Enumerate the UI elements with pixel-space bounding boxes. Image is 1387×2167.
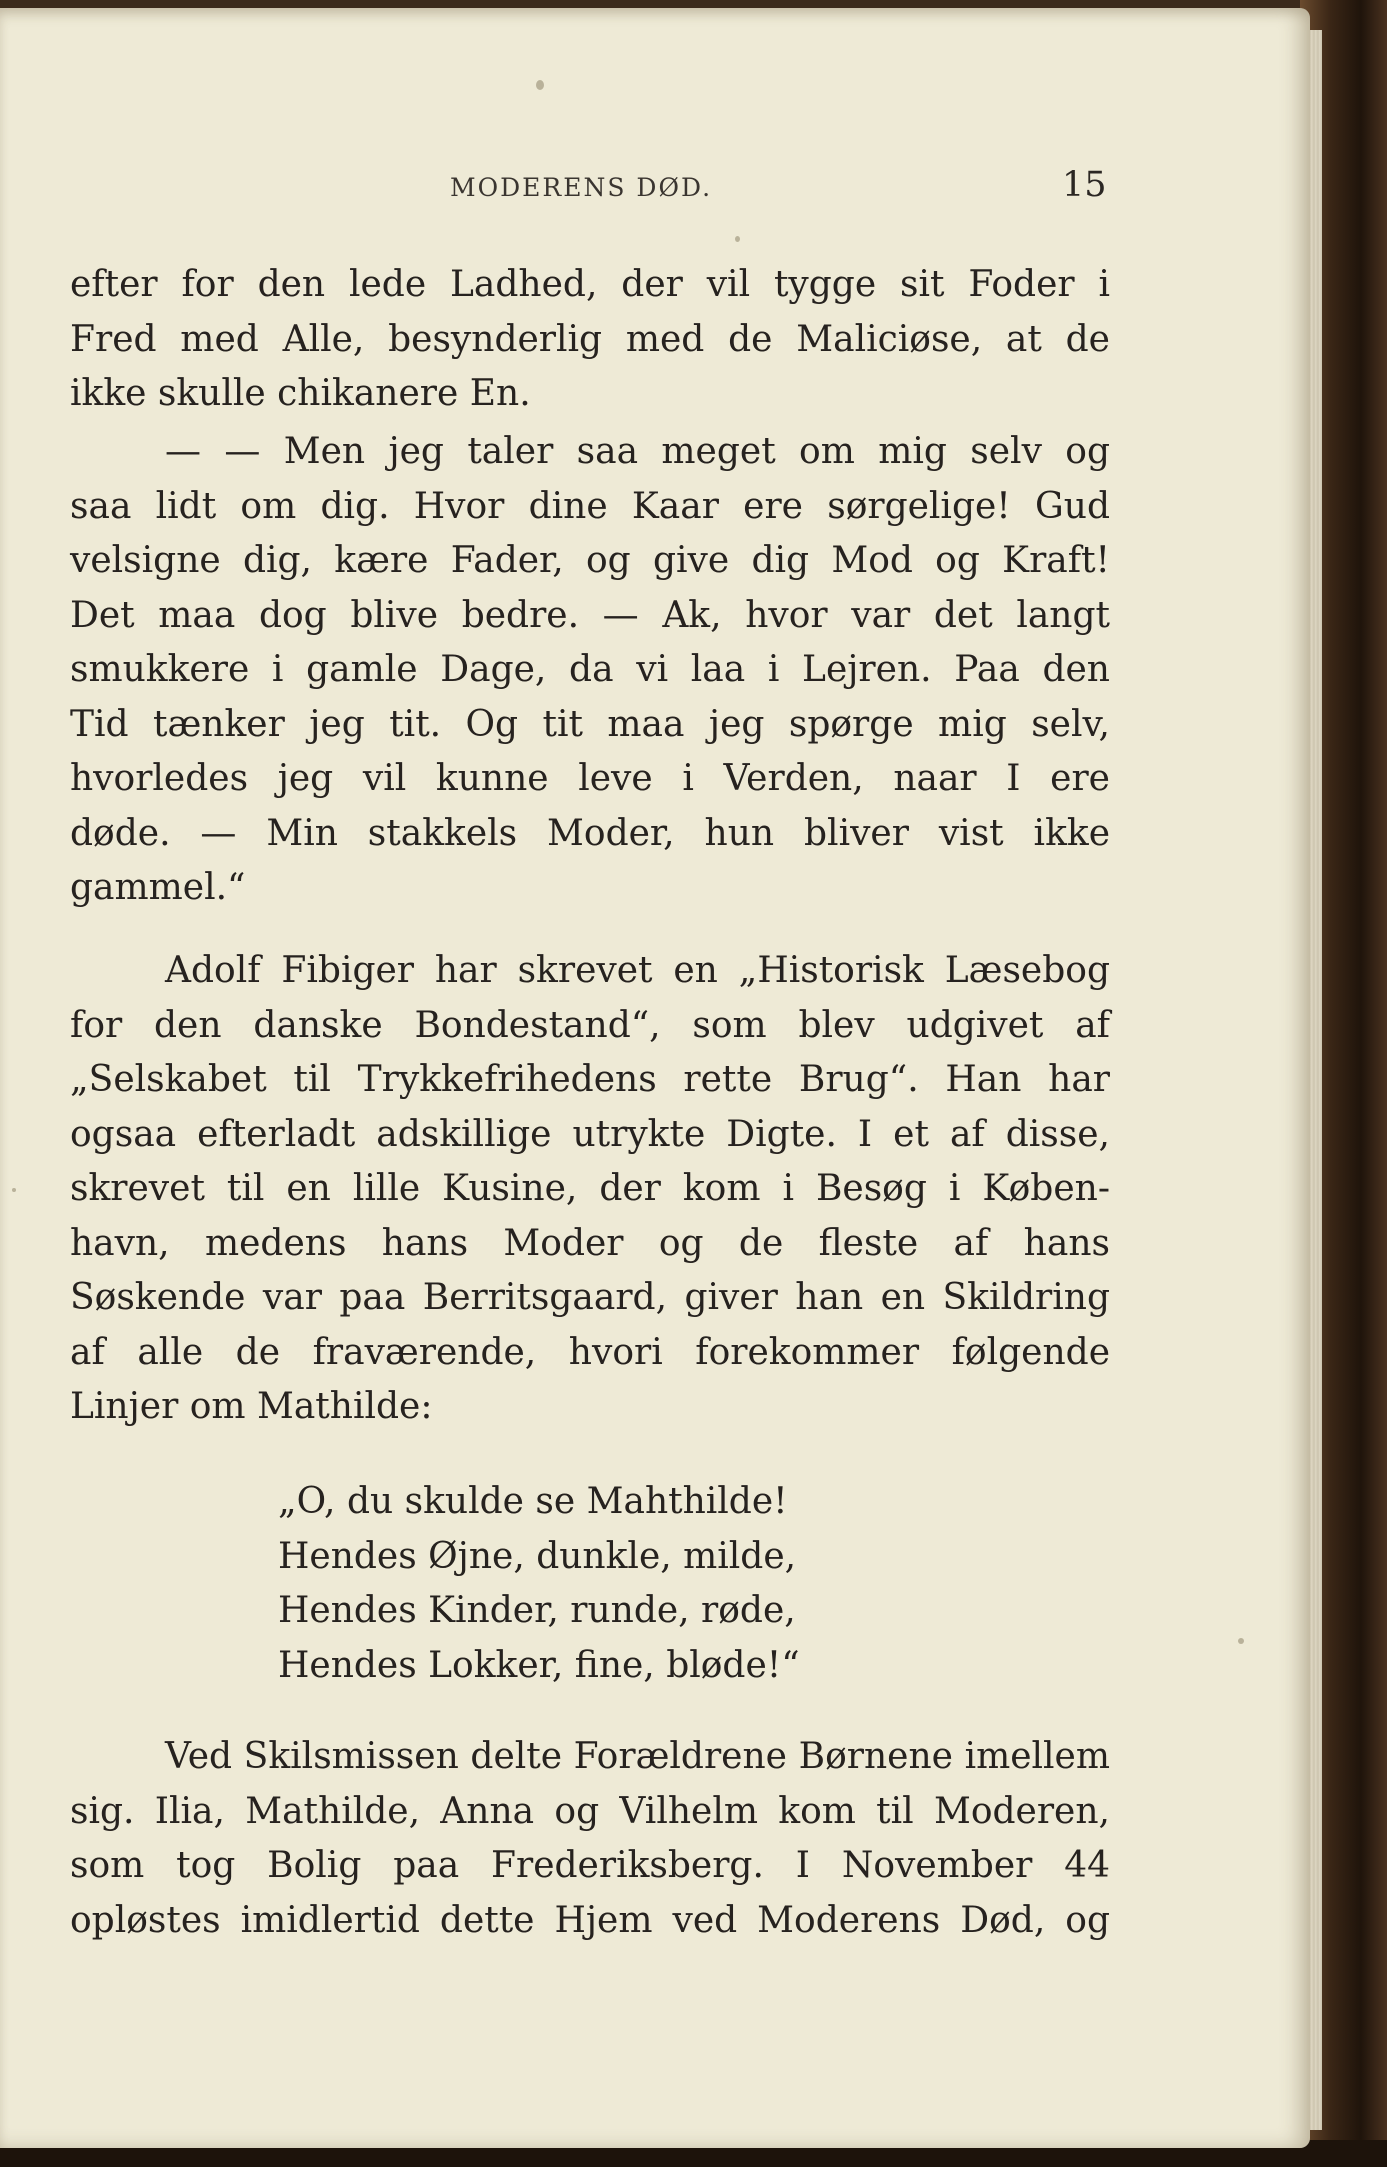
text-line: Fred med Alle, besynderlig med de Maliciøse, at de: [70, 318, 1110, 360]
paragraph-separation: [70, 1730, 1110, 1948]
paragraph-letter-end: [70, 258, 1110, 422]
text-line: Ved Skilsmissen delte Forældrene Børnene imellem: [165, 1736, 1110, 1777]
paper-speck: [536, 80, 544, 90]
text-line: Adolf Fibiger har skrevet en „Historisk Læsebog: [165, 950, 1110, 991]
text-line: velsigne dig, kære Fader, og give dig Mod og Kraft!: [70, 540, 1110, 581]
text-line: „Selskabet til Trykkefrihedens rette Brug“. Han har: [70, 1059, 1110, 1100]
text-line: smukkere i gamle Dage, da vi laa i Lejren. Paa den: [70, 649, 1110, 690]
poem-line: Hendes Øjne, dunkle, milde,: [278, 1535, 797, 1577]
text-line: opløstes imidlertid dette Hjem ved Moderens Død, og: [70, 1899, 1110, 1941]
text-line: ogsaa efterladt adskillige utrykte Digte. I et af disse,: [70, 1113, 1110, 1155]
text-line: saa lidt om dig. Hvor dine Kaar ere sørgelige! Gud: [70, 485, 1110, 527]
book-page: [0, 8, 1310, 2148]
paper-speck: [1238, 1638, 1244, 1644]
text-line: Linjer om Mathilde:: [70, 1386, 433, 1427]
text-line: — — Men jeg taler saa meget om mig selv og: [165, 431, 1110, 472]
text-line: efter for den lede Ladhed, der vil tygge sit Foder i: [70, 264, 1110, 305]
page-number: 15: [1062, 165, 1107, 205]
text-line: gammel.“: [70, 867, 246, 908]
text-line: af alle de fraværende, hvori forekommer følgende: [70, 1331, 1110, 1373]
page-header: [0, 163, 1310, 213]
text-line: Søskende var paa Berritsgaard, giver han en Skildring: [70, 1277, 1110, 1318]
paragraph-fibiger: [70, 944, 1110, 1435]
running-title: MODERENS DØD.: [450, 173, 713, 202]
text-line: for den danske Bondestand“, som blev udgivet af: [70, 1004, 1110, 1046]
text-line: hvorledes jeg vil kunne leve i Verden, naar I ere: [70, 758, 1110, 799]
paragraph-letter-continued: [70, 425, 1110, 916]
paper-speck: [12, 1188, 16, 1192]
poem-line: Hendes Lokker, fine, bløde!“: [278, 1644, 800, 1686]
text-line: havn, medens hans Moder og de fleste af hans: [70, 1222, 1110, 1264]
paper-speck: [735, 236, 740, 242]
text-line: ikke skulle chikanere En.: [70, 373, 531, 414]
text-line: skrevet til en lille Kusine, der kom i Besøg i Køben-: [70, 1168, 1110, 1209]
text-line: som tog Bolig paa Frederiksberg. I November 44: [70, 1845, 1110, 1886]
text-line: Tid tænker jeg tit. Og tit maa jeg spørge mig selv,: [70, 703, 1110, 745]
poem-line: „O, du skulde se Mahthilde!: [278, 1481, 788, 1522]
text-line: sig. Ilia, Mathilde, Anna og Vilhelm kom til Moderen,: [70, 1790, 1110, 1832]
poem-stanza: [278, 1475, 978, 1693]
text-line: døde. — Min stakkels Moder, hun bliver vist ikke: [70, 812, 1110, 854]
text-line: Det maa dog blive bedre. — Ak, hvor var det langt: [70, 594, 1110, 636]
poem-line: Hendes Kinder, runde, røde,: [278, 1590, 796, 1631]
